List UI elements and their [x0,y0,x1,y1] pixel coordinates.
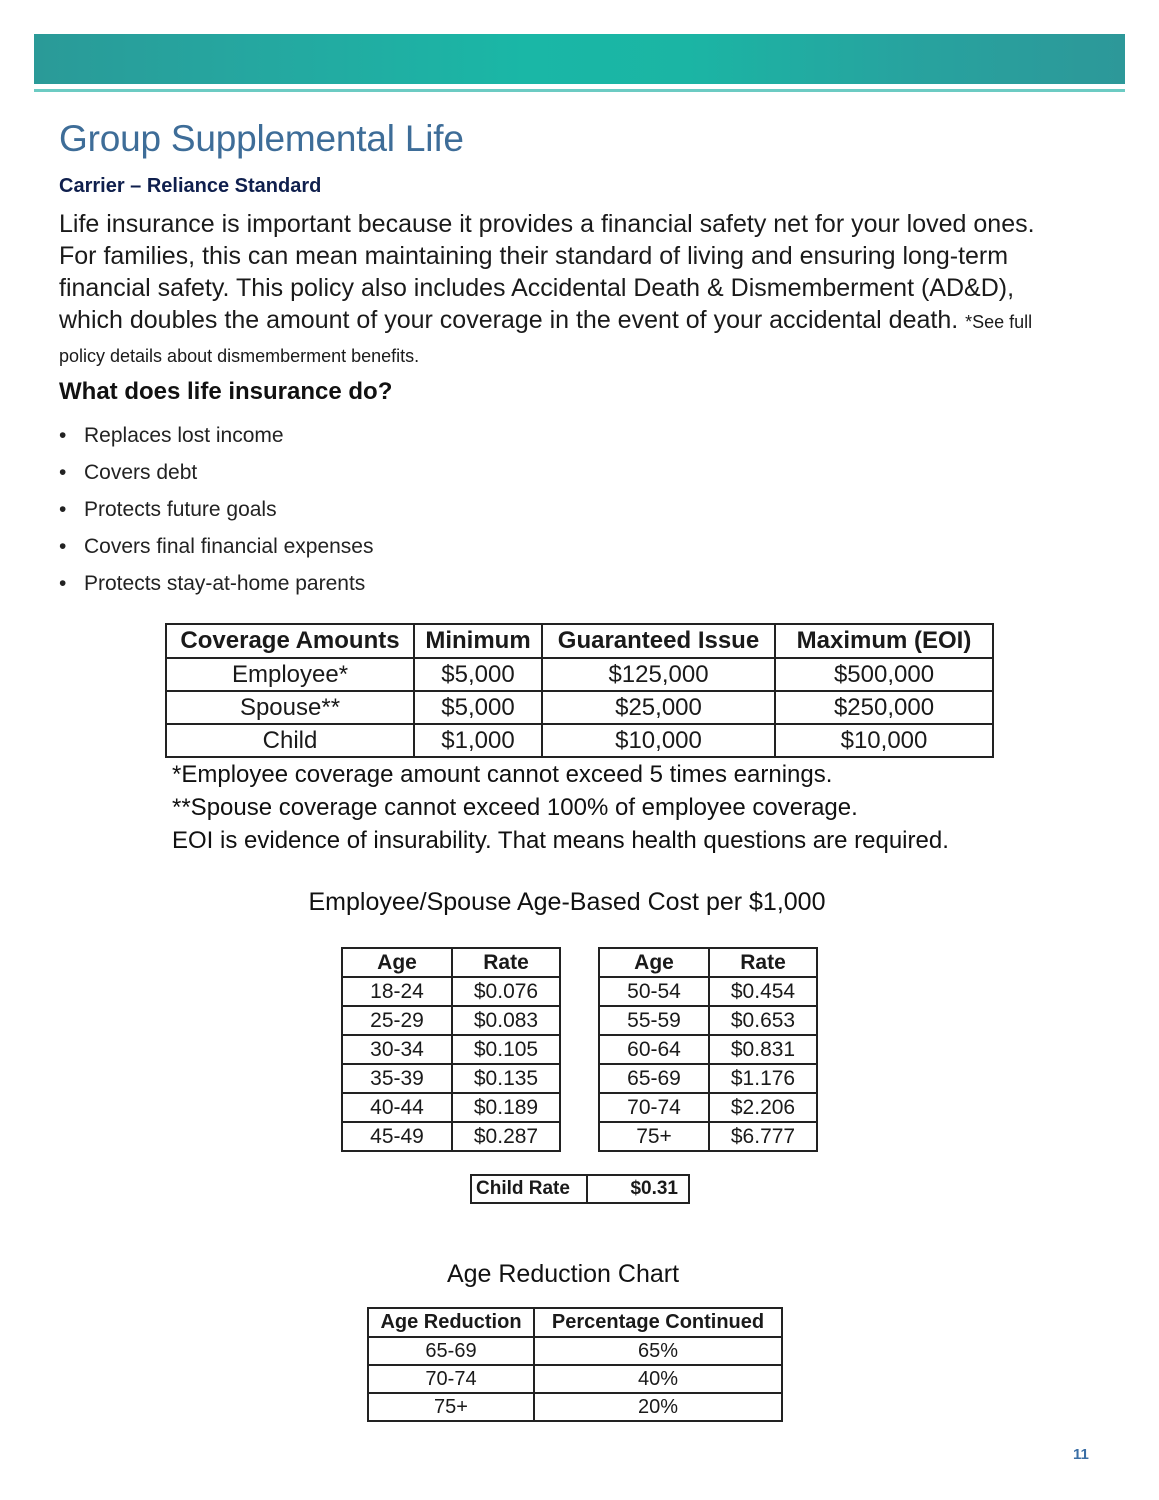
footnote: *Employee coverage amount cannot exceed 5 times earnings. [172,761,833,788]
age-cell: 55-59 [599,1006,709,1035]
table-row [342,1035,560,1064]
rate-cell: $0.076 [452,977,560,1006]
column-header: Age [599,948,709,977]
table-row [342,1122,560,1151]
age-cell: 25-29 [342,1006,452,1035]
age-reduction-title: Age Reduction Chart [446,1260,680,1288]
table-cell: 70-74 [368,1365,534,1393]
bullet-icon: • [59,424,67,447]
table-row [342,977,560,1006]
table-cell: $10,000 [542,724,775,757]
table-cell: $5,000 [414,658,542,691]
table-row [599,1035,817,1064]
table-cell: 40% [534,1365,782,1393]
column-header: Age Reduction [368,1308,534,1337]
table-row [599,1122,817,1151]
table-cell: $250,000 [775,691,993,724]
table-cell: $1,000 [414,724,542,757]
bullet-icon: • [59,461,67,484]
footnote: EOI is evidence of insurability. That means health questions are required. [172,827,949,854]
table-cell: $125,000 [542,658,775,691]
table-row [599,977,817,1006]
table-row [342,1064,560,1093]
table-row [599,1006,817,1035]
column-header: Guaranteed Issue [542,624,775,658]
table-row [599,1064,817,1093]
intro-text: Life insurance is important because it provides a financial safety net for your loved ones. For families, this can mean maintaining their standard of living and ensuring long-term financial safety. This policy also includes Accidental Death & Dismemberment (AD&D), which doubles the amount of your coverage in the event of your accidental death. [59,210,1035,334]
table-header-row [166,624,993,658]
list-item: • Protects stay-at-home parents [59,565,374,602]
age-reduction-table [367,1307,783,1422]
rate-cell: $0.454 [709,977,817,1006]
age-cell: 35-39 [342,1064,452,1093]
rate-cell: $0.287 [452,1122,560,1151]
intro-paragraph [59,208,1069,372]
list-item: • Covers debt [59,454,374,491]
rates-title: Employee/Spouse Age-Based Cost per $1,000 [308,888,826,916]
table-row [166,691,993,724]
rate-cell: $1.176 [709,1064,817,1093]
column-header: Maximum (EOI) [775,624,993,658]
rate-cell: $6.777 [709,1122,817,1151]
table-row [599,1093,817,1122]
rate-table-left [341,947,561,1152]
coverage-footnotes [172,758,949,857]
rate-cell: $0.189 [452,1093,560,1122]
coverage-amounts-table [165,623,994,758]
table-cell: Spouse** [166,691,414,724]
column-header: Minimum [414,624,542,658]
column-header: Rate [709,948,817,977]
table-row [471,1175,689,1203]
table-cell: $500,000 [775,658,993,691]
column-header: Coverage Amounts [166,624,414,658]
table-row [368,1337,782,1365]
rate-table-right [598,947,818,1152]
age-cell: 75+ [599,1122,709,1151]
age-cell: 50-54 [599,977,709,1006]
table-row [342,1006,560,1035]
child-rate-value: $0.31 [587,1175,689,1203]
table-row [166,724,993,757]
intro-note: *See full policy details about dismemberment benefits. [59,312,1033,366]
bullet-icon: • [59,498,67,521]
table-cell: Child [166,724,414,757]
rate-cell: $0.653 [709,1006,817,1035]
rate-cell: $0.831 [709,1035,817,1064]
age-cell: 65-69 [599,1064,709,1093]
child-rate-label: Child Rate [471,1175,587,1203]
table-cell: $10,000 [775,724,993,757]
rate-cell: $0.105 [452,1035,560,1064]
table-cell: 65-69 [368,1337,534,1365]
age-cell: 45-49 [342,1122,452,1151]
table-row [166,658,993,691]
table-row [342,1093,560,1122]
table-header-row [368,1308,782,1337]
bullet-icon: • [59,535,67,558]
page-title: Group Supplemental Life [59,118,464,159]
benefits-list [59,417,374,602]
header-divider [34,89,1125,92]
age-cell: 18-24 [342,977,452,1006]
what-it-does-heading: What does life insurance do? [59,378,393,405]
table-cell: $5,000 [414,691,542,724]
age-cell: 70-74 [599,1093,709,1122]
age-cell: 60-64 [599,1035,709,1064]
table-header-row [599,948,817,977]
table-cell: $25,000 [542,691,775,724]
list-item: • Covers final financial expenses [59,528,374,565]
column-header: Rate [452,948,560,977]
table-cell: 75+ [368,1393,534,1421]
header-band [34,34,1125,84]
age-cell: 40-44 [342,1093,452,1122]
column-header: Age [342,948,452,977]
table-row [368,1365,782,1393]
table-cell: 20% [534,1393,782,1421]
age-cell: 30-34 [342,1035,452,1064]
rate-cell: $0.135 [452,1064,560,1093]
child-rate-table [470,1174,690,1204]
rate-cell: $2.206 [709,1093,817,1122]
carrier-label: Carrier – Reliance Standard [59,175,322,197]
rate-cell: $0.083 [452,1006,560,1035]
table-row [368,1393,782,1421]
table-cell: Employee* [166,658,414,691]
table-cell: 65% [534,1337,782,1365]
column-header: Percentage Continued [534,1308,782,1337]
list-item: • Protects future goals [59,491,374,528]
page-number: 11 [1073,1446,1089,1463]
list-item: • Replaces lost income [59,417,374,454]
bullet-icon: • [59,572,67,595]
table-header-row [342,948,560,977]
footnote: **Spouse coverage cannot exceed 100% of employee coverage. [172,794,858,821]
